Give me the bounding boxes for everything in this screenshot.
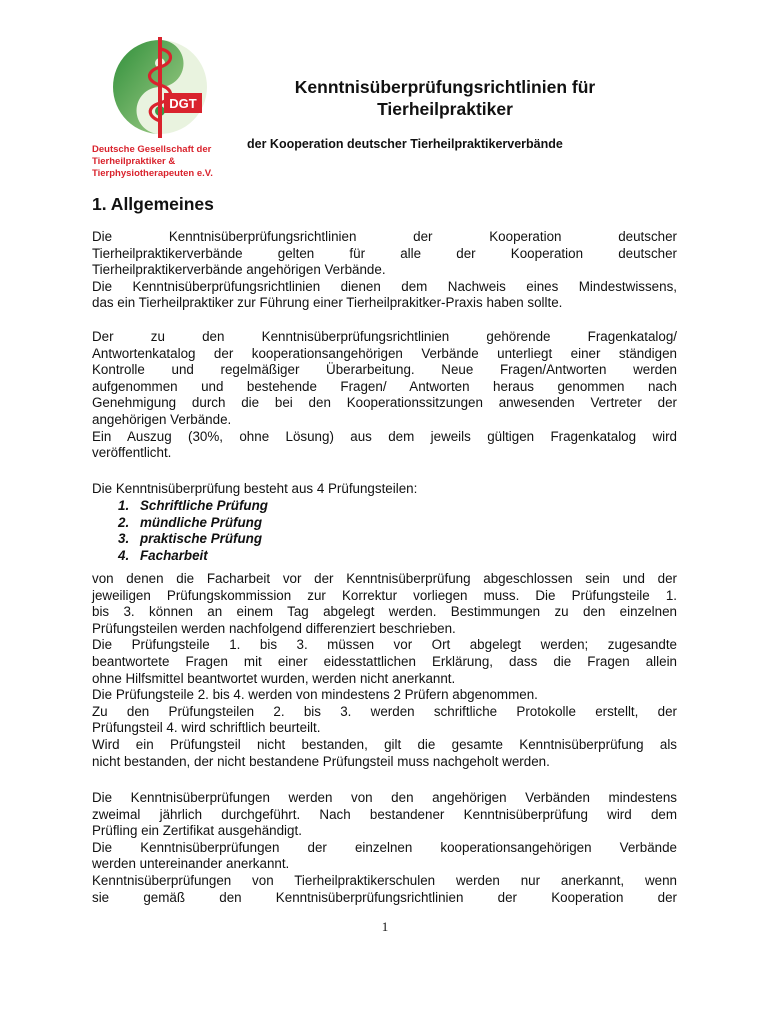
paragraph-intro — [92, 229, 677, 312]
text-line: Prüfungsteil 4. wird schriftlich beurteilt. — [92, 720, 321, 736]
text-line: Tierheilpraktikerverbände angehörigen Verbände. — [92, 262, 386, 278]
text-line: das ein Tierheilpraktiker zur Führung einer Tierheilprakitker-Praxis haben sollte. — [92, 295, 563, 311]
text-line: Prüfling ein Zertifikat ausgehändigt. — [92, 823, 302, 839]
document-title — [240, 76, 650, 120]
text-line: zweimal jährlich durchgeführt. Nach bestandener Kenntnisüberprüfung wird dem — [92, 806, 677, 822]
section-heading: 1. Allgemeines — [92, 194, 214, 214]
text-line: Die Kenntnisüberprüfungsrichtlinien der Kooperation deutscher — [92, 229, 677, 244]
paragraph-recognition — [92, 790, 677, 906]
list-item: 1. Schriftliche Prüfung — [118, 498, 268, 513]
text-line: Prüfungsteilen werden nachfolgend differenziert beschrieben. — [92, 620, 456, 636]
text-line: Antwortenkatalog der kooperationsangehörigen Verbände unterliegt einer ständigen — [92, 345, 677, 361]
text-line: sie gemäß den Kenntnisüberprüfungsrichtlinien der Kooperation der — [92, 889, 677, 905]
list-item: 2. mündliche Prüfung — [118, 514, 262, 530]
text-line: Der zu den Kenntnisüberprüfungsrichtlinien gehörende Fragenkatalog/ — [92, 329, 677, 344]
text-line: Wird ein Prüfungsteil nicht bestanden, gilt die gesamte Kenntnisüberprüfung als — [92, 736, 677, 752]
page-number: 1 — [381, 919, 389, 934]
text-line: Ein Auszug (30%, ohne Lösung) aus dem jeweils gültigen Fragenkatalog wird — [92, 428, 677, 444]
text-line: von denen die Facharbeit vor der Kenntnisüberprüfung abgeschlossen sein und der — [92, 571, 677, 586]
text-line: Zu den Prüfungsteilen 2. bis 3. werden schriftliche Protokolle erstellt, der — [92, 703, 677, 719]
text-line: veröffentlicht. — [92, 445, 172, 461]
text-line: Genehmigung durch die bei den Kooperationssitzungen anwesenden Vertreter der — [92, 395, 677, 411]
org-line: Tierphysiotherapeuten e.V. — [92, 168, 213, 179]
text-line: Tierheilpraktikerverbände gelten für alle der Kooperation deutscher — [92, 245, 677, 261]
organization-name — [92, 144, 262, 180]
text-line: ohne Hilfsmittel beantwortet wurden, werden nicht anerkannt. — [92, 670, 456, 686]
text-line: bis 3. können an einem Tag abgelegt werden. Bestimmungen zu den einzelnen — [92, 604, 677, 620]
text-line: Kontrolle und regelmäßiger Überarbeitung. Neue Fragen/Antworten werden — [92, 362, 677, 378]
org-line: Tierheilpraktiker & — [92, 156, 176, 167]
text-line: angehörigen Verbände. — [92, 411, 232, 427]
text-line: Kenntnisüberprüfungen von Tierheilpraktikerschulen werden nur anerkannt, wenn — [92, 872, 677, 888]
paragraph-exam-rules — [92, 571, 677, 770]
paragraph-catalog — [92, 329, 677, 462]
document-subtitle: der Kooperation deutscher Tierheilpraktikerverbände — [247, 137, 563, 151]
text-line: werden untereinander anerkannt. — [92, 856, 290, 872]
text-line: beantwortete Fragen mit einer eidesstattlichen Erklärung, dass die Fragen allein — [92, 653, 677, 669]
dgt-logo — [108, 35, 248, 140]
list-item: 3. praktische Prüfung — [118, 531, 263, 547]
text-line: nicht bestanden, der nicht bestandene Prüfungsteil muss nachgeholt werden. — [92, 753, 550, 769]
title-line: Kenntnisüberprüfungsrichtlinien für — [294, 77, 596, 97]
paragraph-parts-intro — [92, 481, 677, 498]
text-line: Die Kenntnisüberprüfung besteht aus 4 Prüfungsteilen: — [92, 481, 418, 496]
org-line: Deutsche Gesellschaft der — [92, 144, 212, 155]
list-item: 4. Facharbeit — [118, 547, 208, 563]
text-line: jeweiligen Prüfungskommission zur Korrektur vorliegen muss. Die Prüfungsteile 1. — [92, 587, 677, 603]
exam-parts-list — [118, 498, 268, 564]
text-line: aufgenommen und bestehende Fragen/ Antworten heraus genommen nach — [92, 378, 677, 394]
text-line: Die Prüfungsteile 2. bis 4. werden von mindestens 2 Prüfern abgenommen. — [92, 687, 538, 703]
logo-text: DGT — [169, 96, 197, 111]
title-line: Tierheilpraktiker — [377, 99, 513, 119]
text-line: Die Kenntnisüberprüfungsrichtlinien dienen dem Nachweis eines Mindestwissens, — [92, 278, 677, 294]
text-line: Die Kenntnisüberprüfungen werden von den angehörigen Verbänden mindestens — [92, 790, 677, 805]
text-line: Die Prüfungsteile 1. bis 3. müssen vor Ort abgelegt werden; zugesandte — [92, 637, 677, 653]
text-line: Die Kenntnisüberprüfungen der einzelnen kooperationsangehörigen Verbände — [92, 839, 677, 855]
